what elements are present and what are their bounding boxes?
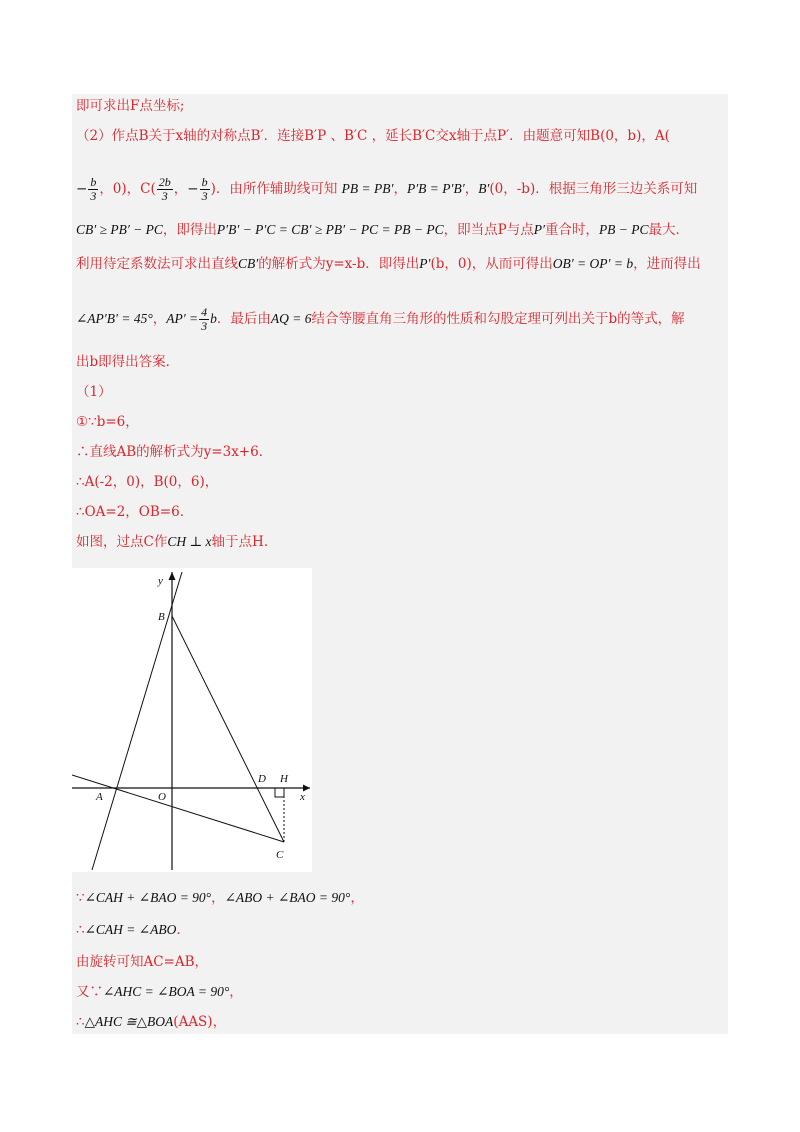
text-line-13: 如图，过点C作CH ⊥ x轴于点H． <box>76 534 278 550</box>
text-line-16: 由旋转可知AC=AB， <box>76 954 209 970</box>
text-line-8: （1） <box>76 384 112 400</box>
label-x: x <box>300 791 305 803</box>
text-line-14: ∵∠CAH + ∠BAO = 90°，∠ABO + ∠BAO = 90°， <box>76 890 364 906</box>
text-line-6: ∠AP′B′ = 45°，AP′ = $\frac{4}{3}$ b．最后由AQ = 6结合等腰直角三角形的性质和勾股定理可列出关于b的等式，解 <box>76 305 685 333</box>
segment-bc <box>172 616 284 842</box>
text-line-3: − $\frac{b}{3}$ ，0)，C( $\frac{2b}{3}$ ，− $\frac{b}{3}$ )．由所作辅助线可知 PB = PB′，P′B = P′B′，B′(0，-b)．根据三角形三边关系可知 <box>76 175 698 203</box>
label-b: B <box>158 611 165 623</box>
label-d: D <box>258 773 266 785</box>
text-line-2: （2）作点B关于x轴的对称点B′．连接B′P 、B′C ，延长B′C交x轴于点P′．由题意可知B(0，b)，A( <box>76 128 670 144</box>
fraction-b-over-3-second: $\frac{b}{3}$ <box>201 175 208 203</box>
text-line-18: ∴△AHC ≅△BOA(AAS)， <box>76 1014 227 1030</box>
fraction-b-over-3: $\frac{b}{3}$ <box>90 175 97 203</box>
text-line-7: 出b即得出答案． <box>76 354 180 370</box>
label-o: O <box>158 791 166 803</box>
text-line-12: ∴OA=2，OB=6． <box>76 504 194 520</box>
fraction-2b-over-3: $\frac{2b}{3}$ <box>158 175 171 203</box>
geometry-figure <box>72 568 312 872</box>
text-line-1: 即可求出F点坐标; <box>76 98 185 114</box>
fraction-sign: − <box>76 181 88 197</box>
y-axis-arrow <box>169 572 176 580</box>
fraction-4-over-3: $\frac{4}{3}$ <box>201 305 208 333</box>
text-line-9: ①∵b=6， <box>76 414 139 430</box>
line-ab <box>92 572 182 870</box>
label-y: y <box>158 575 163 587</box>
text-line-15: ∴∠CAH = ∠ABO． <box>76 922 190 938</box>
text-line-10: ∴直线AB的解析式为y=3x+6． <box>76 444 273 460</box>
label-a: A <box>96 791 103 803</box>
text-line-11: ∴A(-2，0)，B(0，6)， <box>76 474 219 490</box>
text-line-4: CB′ ≥ PB′ − PC，即得出P′B′ − P′C = CB′ ≥ PB′ − PC = PB − PC，即当点P与点P′重合时，PB − PC最大． <box>76 222 690 238</box>
label-h: H <box>280 773 288 785</box>
coordinate-diagram <box>72 568 312 872</box>
text-line-17: 又∵∠AHC = ∠BOA = 90°， <box>76 984 243 1000</box>
label-c: C <box>276 849 284 861</box>
right-angle-mark <box>275 788 284 797</box>
text-line-5: 利用待定系数法可求出直线CB′的解析式为y=x-b．即得出P′(b，0)，从而可得出OB′ = OP′ = b，进而得出 <box>76 256 701 272</box>
